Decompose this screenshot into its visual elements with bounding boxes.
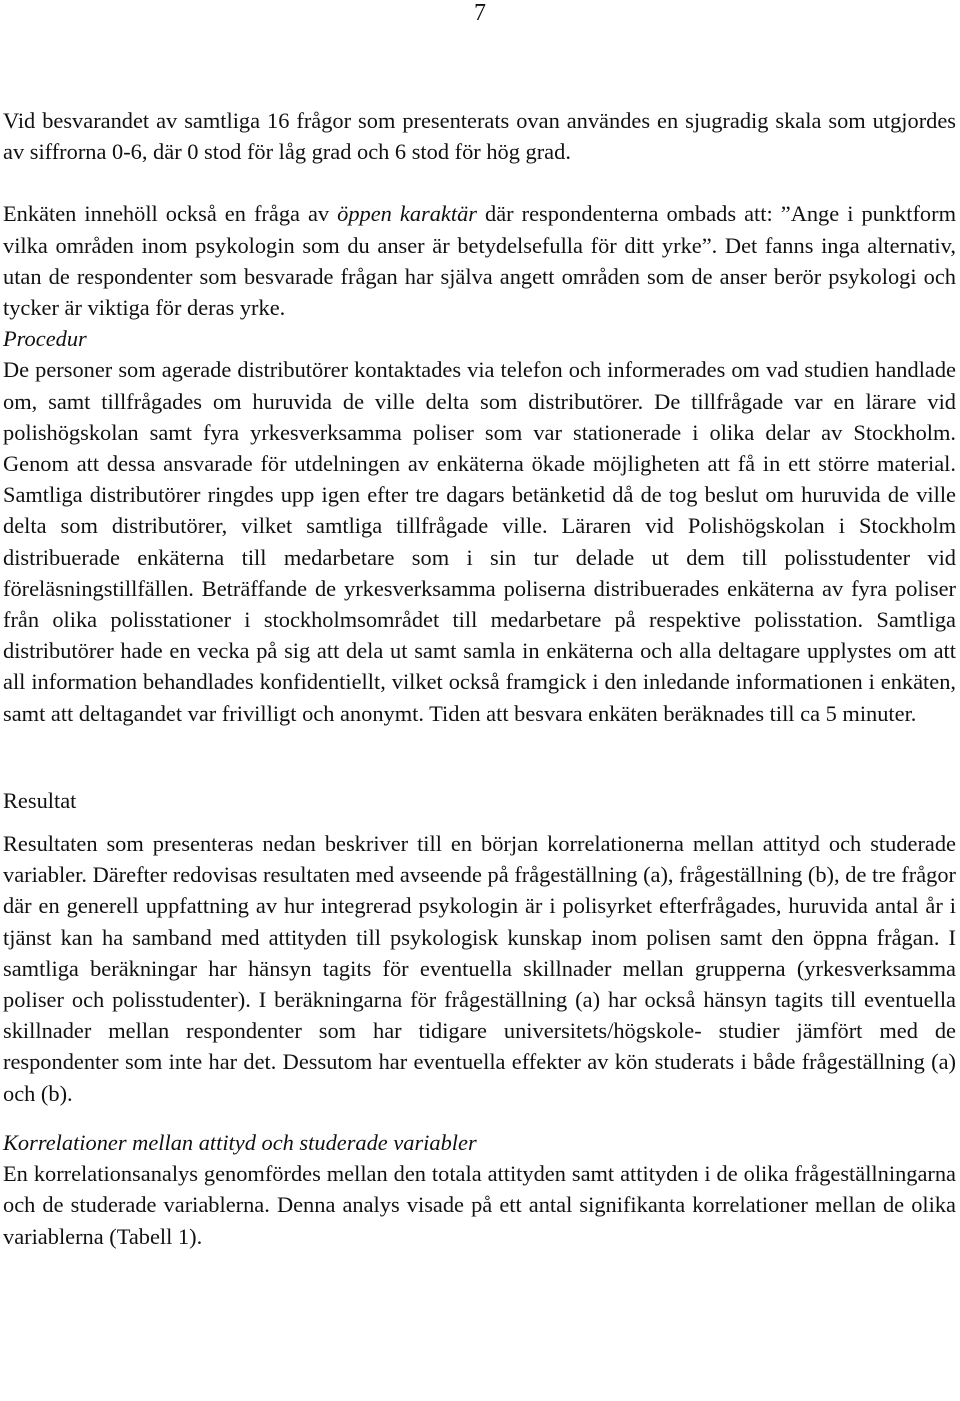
page-number: 7	[474, 0, 486, 26]
open-question-italic: öppen karaktär	[337, 201, 477, 227]
paragraph-open-question	[3, 198, 956, 323]
document-body	[3, 105, 956, 1252]
open-question-text-end: där respondenterna ombads att: ”Ange i punktform vilka områden inom psykologin som du anser är betydelsefulla för ditt yrke”. Det fanns inga alternativ, utan de respondenter som besvarade frågan har själva angett områden som de anser berör psykologi och tycker är viktiga för deras yrke.	[3, 201, 956, 321]
korrelation-heading: Korrelationer mellan attityd och studerade variabler	[3, 1129, 477, 1155]
open-question-text-start: Enkäten innehöll också en fråga av	[3, 201, 338, 227]
paragraph-scale-description: Vid besvarandet av samtliga 16 frågor som presenterats ovan användes en sjugradig skala som utgjordes av siffrorna 0-6, där 0 stod för låg grad och 6 stod för hög grad.	[3, 108, 956, 165]
resultat-heading: Resultat	[3, 787, 77, 813]
procedur-heading: Procedur	[3, 326, 87, 352]
paragraph-procedur: De personer som agerade distributörer kontaktades via telefon och informerades om vad studien handlade om, samt tillfrågades om huruvida de ville delta som distributörer. De tillfrågade var en lärare vid polishögskolan samt fyra yrkesverksamma poliser som var stationerade i olika delar av Stockholm. Genom att dessa ansvarade för utdelningen av enkäterna ökade möjligheten att få in ett större material. Samtliga distributörer ringdes upp igen efter tre dagars betänketid då de tog beslut om huruvida de ville delta som distributörer, vilket samtliga tillfrågade ville. Läraren vid Polishögskolan i Stockholm distribuerade enkäterna till medarbetare som i sin tur delade ut dem till polisstudenter vid föreläsningstillfällen. Beträffande de yrkesverksamma poliserna distribuerades enkäterna av fyra poliser från olika polisstationer i stockholmsområdet till medarbetare på respektive polisstation. Samtliga distributörer hade en vecka på sig att dela ut samt samla in enkäterna och alla deltagare upplystes om att all information behandlades konfidentiellt, vilket också framgick i den inledande informationen i enkäten, samt att deltagandet var frivilligt och anonymt. Tiden att besvara enkäten beräknades till ca 5 minuter.	[3, 357, 956, 726]
paragraph-korrelation: En korrelationsanalys genomfördes mellan den totala attityden samt attityden i de olika frågeställningarna och de studerade variablerna. Denna analys visade på ett antal signifikanta korrelationer mellan de olika variablerna (Tabell 1).	[3, 1161, 956, 1249]
paragraph-resultat: Resultaten som presenteras nedan beskriver till en början korrelationerna mellan attityd och studerade variabler. Därefter redovisas resultaten med avseende på frågeställning (a), frågeställning (b), de tre frågor där en generell uppfattning av hur integrerad psykologin är i polisyrket efterfrågades, huruvida antal år i tjänst kan ha samband med attityden till psykologisk kunskap inom polisen samt den öppna frågan. I samtliga beräkningar har hänsyn tagits för eventuella skillnader mellan grupperna (yrkesverksamma poliser och polisstudenter). I beräkningarna för frågeställning (a) har också hänsyn tagits till eventuella skillnader mellan respondenter som har tidigare universitets/högskole- studier jämfört med de respondenter som inte har det. Dessutom har eventuella effekter av kön studerats i både frågeställning (a) och (b).	[3, 831, 956, 1106]
